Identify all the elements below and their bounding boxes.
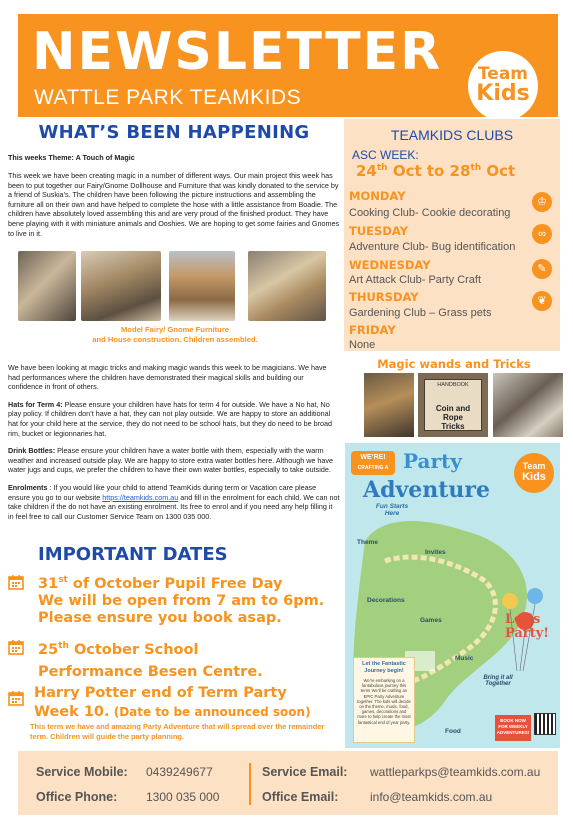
footer-divider [249, 763, 251, 805]
poster-theme-label: Theme [357, 539, 378, 546]
office-email-label: Office Email: [262, 790, 339, 804]
club-day-wednesday: WEDNESDAY [349, 258, 431, 272]
service-email-label: Service Email: [262, 765, 348, 779]
were-crafting-badge: WE’RE! CRAFTING A [351, 451, 395, 475]
asc-week-label: ASC WEEK: [352, 148, 419, 162]
important-dates-title-wrap [8, 544, 228, 565]
contact-footer [18, 751, 558, 815]
qr-code-icon [534, 713, 556, 735]
service-mobile-value: 0439249677 [146, 765, 213, 779]
date-2-text: 25th October School Performance Besen Centre. [38, 641, 263, 680]
magic-photo-3 [493, 373, 563, 437]
poster-decorations-label: Decorations [367, 597, 405, 604]
photo-caption: Model Fairy/ Gnome Furniture and House construction. Children assembled. [92, 325, 258, 344]
important-dates-title: IMPORTANT DATES [38, 544, 228, 565]
poster-invites-label: Invites [425, 549, 446, 556]
office-phone-value: 1300 035 000 [146, 790, 220, 804]
poster-food-label: Food [445, 728, 461, 735]
club-activity-tuesday: Adventure Club- Bug identification [349, 241, 516, 253]
binoculars-icon: ∞ [532, 224, 552, 244]
happening-section [8, 122, 340, 238]
poster-games-label: Games [420, 617, 442, 624]
magic-paragraph: We have been looking at magic tricks and making magic wands this week to be magicians. We have had performances where the children have demonstrated their magical skills and building our confidence in front of others. [8, 363, 327, 392]
weekly-theme: This weeks Theme: A Touch of Magic [8, 153, 135, 162]
notices-section [8, 355, 340, 521]
teamkids-logo: Team Kids [468, 51, 538, 121]
leaf-icon: ❦ [532, 291, 552, 311]
club-day-tuesday: TUESDAY [349, 224, 408, 238]
poster-adventure-word: Adventure [363, 477, 490, 503]
magic-photo-book: HANDBOOK Coin and Rope Tricks [418, 373, 488, 437]
poster-book-now: BOOK NOW FOR WEEKLY ADVENTURES! [495, 715, 531, 741]
poster-music-label: Music [455, 655, 474, 662]
clubs-title: TEAMKIDS CLUBS [390, 127, 514, 143]
party-adventure-note: This term we have and amazing Party Adventure that will spread over the remainder term. Children will guide the party planning. [30, 722, 325, 741]
enrolment-paragraph: Enrolments : If you would like your child to attend TeamKids during term or Vacation care please ensure you go to our website https://teamkids.com.au and fill in the enrolment for each child. We can not take children if the do not have an existing enrolment. Its free to enrol and if you need any help filling it in feel free to call our Customer Service Team on 1300 035 000. [8, 482, 340, 521]
photo-2 [81, 251, 161, 321]
club-day-friday: FRIDAY [349, 323, 396, 337]
service-mobile-label: Service Mobile: [36, 765, 128, 779]
dollhouse-photos [18, 251, 328, 325]
photo-4 [248, 251, 326, 321]
hats-paragraph: Hats for Term 4: Please ensure your children have hats for term 4 for outside. We have a No hat, No play policy. If children don’t have a hat, they can not play outside. We are happy to store an additional hat for your child here at the service, they do not need to be school hats, but they do need to be broad rim, bucket or legionnaries hat. [8, 399, 333, 438]
magic-photo-1 [364, 373, 414, 437]
newsletter-header [18, 14, 558, 117]
date-1-text: 31st of October Pupil Free Day We will be open from 7 am to 6pm. Please ensure you book asap. [38, 575, 325, 626]
photo-3 [169, 251, 235, 321]
magic-title: Magic wands and Tricks [377, 357, 531, 371]
chef-hat-icon: ♔ [532, 192, 552, 212]
newsletter-title: NEWSLETTER [32, 22, 443, 82]
office-phone-label: Office Phone: [36, 790, 118, 804]
poster-teamkids-logo: Team Kids [514, 453, 554, 493]
office-email-value[interactable]: info@teamkids.com.au [370, 790, 493, 804]
club-activity-friday: None [349, 339, 376, 351]
teamkids-website-link[interactable]: https://teamkids.com.au [102, 492, 179, 502]
poster-together-label: Bring it all Together [483, 675, 513, 687]
party-adventure-poster [345, 443, 560, 748]
photo-1 [18, 251, 76, 321]
club-day-thursday: THURSDAY [349, 290, 419, 304]
poster-journey-box: Let the Fantastic Journey begin! We’re embarking on a fantabulous journey this term! We’ll be crafting an EPIC Party Adventure together. The kids will decide on the theme, music, food, games, decorations and more to help create the most fantastical end of year party. [353, 657, 415, 743]
club-activity-wednesday: Art Attack Club- Party Craft [349, 274, 482, 286]
date-3-text: Harry Potter end of Term Party Week 10. (Date to be announced soon) [34, 685, 311, 720]
calendar-icon [8, 639, 24, 655]
calendar-icon [8, 690, 24, 706]
service-email-value[interactable]: wattleparkps@teamkids.com.au [370, 765, 541, 779]
clubs-panel [344, 119, 560, 351]
poster-lets-party: Let’s Party! [505, 612, 549, 641]
asc-week-dates: 24th Oct to 28th Oct [356, 162, 516, 180]
happening-title: WHAT’S BEEN HAPPENING [38, 122, 310, 143]
poster-fun-starts: Fun Starts Here [375, 503, 409, 517]
newsletter-subtitle: WATTLE PARK TEAMKIDS [34, 86, 302, 109]
bottles-paragraph: Drink Bottles: Please ensure your children have a water bottle with them, especially with the warm weather and increased outside play. We are happy to store extra water bottles here. Although we have water jugs and cups, we prefer the children to have their own water bottles, especially to take outside. [8, 446, 333, 475]
intro-paragraph: This week we have been creating magic in a number of different ways. Our main project this week has been to put together our Fairy/Gnome Dollhouse and Furniture that was kindly donated to the service by a friend of Suskia’s. The children have been following the picture instructions and assembling the furniture all on their own and have helped to complete the hose with a little assistance from Boadie. The children have absolutely loved assembling this and are very proud of the finished product. They have bene playing with it with miniature animals and Ooshies. We are hoping to get some fairies and Gnomes to live in it. [8, 171, 340, 238]
calendar-icon [8, 574, 24, 590]
poster-party-word: Party [403, 449, 462, 473]
club-day-monday: MONDAY [349, 189, 406, 203]
club-activity-thursday: Gardening Club – Grass pets [349, 307, 492, 319]
club-activity-monday: Cooking Club- Cookie decorating [349, 207, 511, 219]
palette-icon: ✎ [532, 259, 552, 279]
